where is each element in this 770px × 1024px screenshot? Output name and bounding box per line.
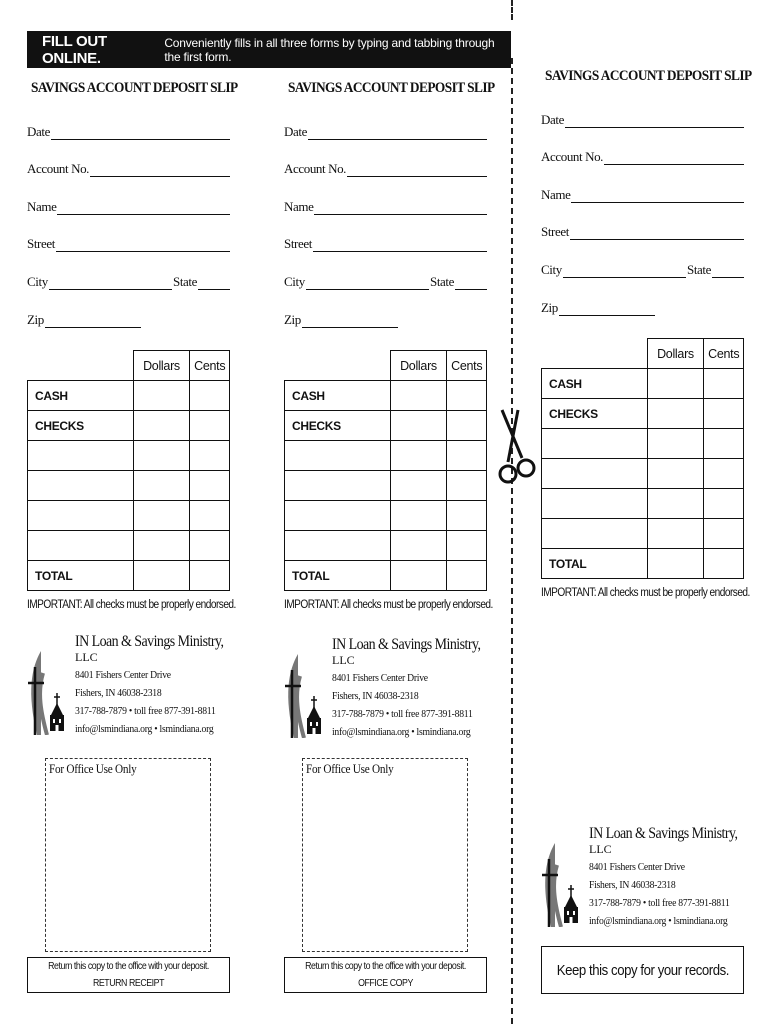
org-name: IN Loan & Savings Ministry, (589, 825, 738, 842)
total-dollars-input[interactable] (390, 561, 447, 591)
org-phone: 317-788-7879 • toll free 877-391-8811 (332, 708, 473, 720)
check-cents-input[interactable] (704, 429, 744, 459)
account-field[interactable] (284, 161, 487, 177)
slip-title: SAVINGS ACCOUNT DEPOSIT SLIP (288, 80, 495, 96)
name-label: Name (541, 187, 571, 202)
check-dollars-input[interactable] (390, 531, 447, 561)
org-web: info@lsmindiana.org • lsmindiana.org (332, 726, 471, 738)
office-copy-footer (284, 957, 487, 993)
checks-label: CHECKS (285, 411, 391, 441)
cash-label: CASH (542, 369, 648, 399)
zip-label: Zip (27, 312, 44, 327)
org-name: IN Loan & Savings Ministry, (75, 633, 224, 650)
name-field[interactable] (284, 199, 487, 215)
org-block (284, 636, 494, 746)
check-row-input[interactable] (542, 429, 648, 459)
city-state-field[interactable] (27, 274, 230, 290)
footer-line-1: Return this copy to the office with your deposit. (48, 961, 209, 972)
date-field[interactable] (284, 124, 487, 140)
checks-dollars-input[interactable] (390, 411, 447, 441)
org-web: info@lsmindiana.org • lsmindiana.org (75, 723, 214, 735)
check-row-input[interactable] (542, 519, 648, 549)
org-address-2: Fishers, IN 46038-2318 (332, 690, 419, 702)
check-dollars-input[interactable] (647, 429, 704, 459)
total-label: TOTAL (542, 549, 648, 579)
name-field[interactable] (27, 199, 230, 215)
cents-header: Cents (704, 339, 744, 369)
slip-title: SAVINGS ACCOUNT DEPOSIT SLIP (31, 80, 238, 96)
church-logo-icon (284, 646, 324, 738)
banner-strong-text: FILL OUT ONLINE. (42, 32, 107, 67)
check-dollars-input[interactable] (133, 471, 190, 501)
org-block (541, 825, 751, 935)
check-row-input[interactable] (28, 441, 134, 471)
check-row-input[interactable] (285, 531, 391, 561)
check-cents-input[interactable] (704, 519, 744, 549)
dollars-header: Dollars (390, 351, 447, 381)
street-field[interactable] (27, 236, 230, 252)
check-dollars-input[interactable] (647, 519, 704, 549)
cash-cents-input[interactable] (447, 381, 487, 411)
check-dollars-input[interactable] (647, 459, 704, 489)
important-note: IMPORTANT: All checks must be properly endorsed. (541, 587, 750, 599)
check-row-input[interactable] (28, 501, 134, 531)
state-label: State (173, 274, 197, 289)
cents-header: Cents (190, 351, 230, 381)
account-label: Account No. (27, 161, 90, 176)
date-label: Date (27, 124, 50, 139)
cash-label: CASH (28, 381, 134, 411)
cash-dollars-input[interactable] (133, 381, 190, 411)
cash-cents-input[interactable] (190, 381, 230, 411)
check-cents-input[interactable] (704, 489, 744, 519)
check-cents-input[interactable] (447, 471, 487, 501)
check-row-input[interactable] (285, 441, 391, 471)
total-label: TOTAL (28, 561, 134, 591)
name-label: Name (284, 199, 314, 214)
total-label: TOTAL (285, 561, 391, 591)
name-label: Name (27, 199, 57, 214)
check-cents-input[interactable] (447, 531, 487, 561)
city-label: City (284, 274, 305, 289)
checks-cents-input[interactable] (704, 399, 744, 429)
org-address-2: Fishers, IN 46038-2318 (589, 879, 676, 891)
check-dollars-input[interactable] (390, 471, 447, 501)
check-cents-input[interactable] (190, 501, 230, 531)
check-cents-input[interactable] (190, 531, 230, 561)
account-field[interactable] (541, 149, 744, 165)
account-label: Account No. (541, 149, 604, 164)
check-cents-input[interactable] (190, 471, 230, 501)
account-field[interactable] (27, 161, 230, 177)
church-logo-icon (27, 643, 67, 735)
city-label: City (27, 274, 48, 289)
dollars-header: Dollars (133, 351, 190, 381)
keep-copy-text: Keep this copy for your records. (556, 961, 729, 979)
footer-line-1: Return this copy to the office with your deposit. (305, 961, 466, 972)
cut-line-top (511, 0, 513, 20)
zip-label: Zip (284, 312, 301, 327)
street-field[interactable] (284, 236, 487, 252)
office-use-label: For Office Use Only (306, 762, 394, 776)
total-dollars-input[interactable] (133, 561, 190, 591)
checks-label: CHECKS (28, 411, 134, 441)
check-row-input[interactable] (285, 501, 391, 531)
org-llc: LLC (589, 842, 612, 856)
total-cents-input[interactable] (447, 561, 487, 591)
org-address-1: 8401 Fishers Center Drive (75, 669, 171, 681)
checks-cents-input[interactable] (190, 411, 230, 441)
org-llc: LLC (332, 653, 355, 667)
name-field[interactable] (541, 187, 744, 203)
check-cents-input[interactable] (447, 441, 487, 471)
org-address-1: 8401 Fishers Center Drive (589, 861, 685, 873)
zip-field[interactable] (541, 300, 655, 316)
org-address-2: Fishers, IN 46038-2318 (75, 687, 162, 699)
keep-copy-footer (541, 946, 744, 994)
banner-text: Conveniently fills in all three forms by typing and tabbing through the first form. (164, 35, 495, 64)
checks-label: CHECKS (542, 399, 648, 429)
cash-dollars-input[interactable] (390, 381, 447, 411)
check-dollars-input[interactable] (390, 501, 447, 531)
check-dollars-input[interactable] (390, 441, 447, 471)
check-row-input[interactable] (542, 489, 648, 519)
check-dollars-input[interactable] (647, 489, 704, 519)
scissors-icon (496, 408, 536, 488)
zip-field[interactable] (27, 312, 141, 328)
street-field[interactable] (541, 224, 744, 240)
org-phone: 317-788-7879 • toll free 877-391-8811 (589, 897, 730, 909)
cut-line (511, 58, 513, 1024)
footer-line-2: OFFICE COPY (358, 978, 413, 989)
state-label: State (687, 262, 711, 277)
check-cents-input[interactable] (704, 459, 744, 489)
office-use-box (302, 758, 468, 952)
check-row-input[interactable] (28, 531, 134, 561)
office-use-label: For Office Use Only (49, 762, 137, 776)
amount-table (284, 350, 487, 591)
org-web: info@lsmindiana.org • lsmindiana.org (589, 915, 728, 927)
check-dollars-input[interactable] (133, 441, 190, 471)
check-dollars-input[interactable] (133, 531, 190, 561)
cash-dollars-input[interactable] (647, 369, 704, 399)
checks-cents-input[interactable] (447, 411, 487, 441)
check-cents-input[interactable] (190, 441, 230, 471)
city-label: City (541, 262, 562, 277)
total-dollars-input[interactable] (647, 549, 704, 579)
org-address-1: 8401 Fishers Center Drive (332, 672, 428, 684)
date-field[interactable] (27, 124, 230, 140)
checks-dollars-input[interactable] (133, 411, 190, 441)
city-state-field[interactable] (284, 274, 487, 290)
fill-online-banner (27, 31, 511, 68)
street-label: Street (27, 236, 55, 251)
org-llc: LLC (75, 650, 98, 664)
street-label: Street (541, 224, 569, 239)
amount-table (27, 350, 230, 591)
date-label: Date (284, 124, 307, 139)
important-note: IMPORTANT: All checks must be properly endorsed. (284, 599, 493, 611)
org-block (27, 633, 237, 743)
office-use-box (45, 758, 211, 952)
total-cents-input[interactable] (190, 561, 230, 591)
city-state-field[interactable] (541, 262, 744, 278)
dollars-header: Dollars (647, 339, 704, 369)
check-dollars-input[interactable] (133, 501, 190, 531)
cash-cents-input[interactable] (704, 369, 744, 399)
org-name: IN Loan & Savings Ministry, (332, 636, 481, 653)
slip-title: SAVINGS ACCOUNT DEPOSIT SLIP (545, 68, 752, 84)
account-label: Account No. (284, 161, 347, 176)
church-logo-icon (541, 835, 581, 927)
date-field[interactable] (541, 112, 744, 128)
footer-line-2: RETURN RECEIPT (92, 978, 165, 989)
cents-header: Cents (447, 351, 487, 381)
org-phone: 317-788-7879 • toll free 877-391-8811 (75, 705, 216, 717)
total-cents-input[interactable] (704, 549, 744, 579)
zip-field[interactable] (284, 312, 398, 328)
cash-label: CASH (285, 381, 391, 411)
check-row-input[interactable] (285, 471, 391, 501)
date-label: Date (541, 112, 564, 127)
street-label: Street (284, 236, 312, 251)
return-receipt-footer (27, 957, 230, 993)
important-note: IMPORTANT: All checks must be properly endorsed. (27, 599, 236, 611)
check-row-input[interactable] (542, 459, 648, 489)
state-label: State (430, 274, 454, 289)
check-row-input[interactable] (28, 471, 134, 501)
checks-dollars-input[interactable] (647, 399, 704, 429)
check-cents-input[interactable] (447, 501, 487, 531)
amount-table (541, 338, 744, 579)
zip-label: Zip (541, 300, 558, 315)
